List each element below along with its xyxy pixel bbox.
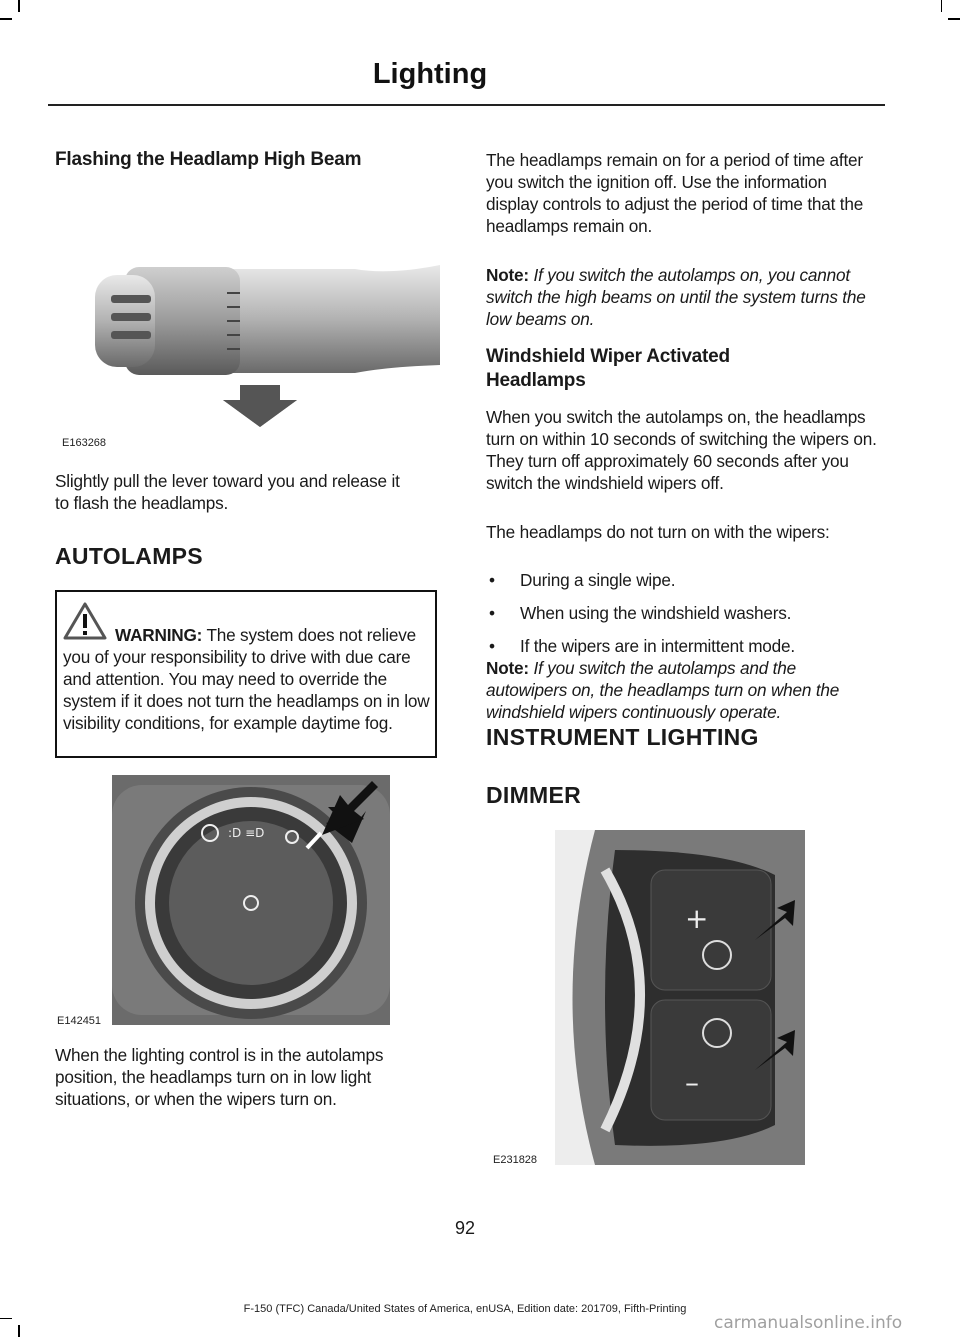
note xyxy=(486,657,881,723)
edition-info: F-150 (TFC) Canada/United States of America, enUSA, Edition date: 201709, Fifth-Printing xyxy=(243,1303,687,1315)
list-item-text: If the wipers are in intermittent mode. xyxy=(520,636,795,656)
figure-dimmer-controls xyxy=(555,830,805,1165)
figure-headlamp-switch xyxy=(112,775,390,1025)
heading-wiper-activated-headlamps: Windshield Wiper Activated Headlamps xyxy=(486,346,730,391)
crop-mark xyxy=(0,1318,12,1320)
page-title: Lighting xyxy=(372,58,488,90)
section-heading-autolamps: AUTOLAMPS xyxy=(55,543,203,569)
bullet-marker: • xyxy=(489,636,495,656)
dimmer-illustration xyxy=(555,830,805,1165)
section-heading-instrument-lighting: INSTRUMENT LIGHTING xyxy=(486,724,759,750)
paragraph: When you switch the autolamps on, the headlamps turn on within 10 seconds of switching the wipers on. They turn off approximately 60 seconds after you switch the windshield wipers off. xyxy=(486,407,877,493)
crop-mark xyxy=(18,0,20,12)
heading-flashing-high-beam: Flashing the Headlamp High Beam xyxy=(55,149,362,170)
lever-pull-illustration xyxy=(55,255,440,455)
list-item xyxy=(486,569,881,591)
figure-lever-illustration xyxy=(55,255,440,455)
warning-box xyxy=(55,590,437,758)
figure-code: E163268 xyxy=(62,437,107,449)
header-divider xyxy=(48,104,885,106)
bullet-marker: • xyxy=(489,603,495,623)
svg-text::D ≡D: :D ≡D xyxy=(228,826,265,840)
list-item xyxy=(486,635,881,657)
note-text: If you switch the autolamps on, you cannot switch the high beams on until the system turns the low beams on. xyxy=(486,265,866,329)
figure-code: E142451 xyxy=(57,1015,102,1027)
paragraph: Slightly pull the lever toward you and release it to flash the headlamps. xyxy=(55,471,400,513)
bullet-marker: • xyxy=(489,570,495,590)
note xyxy=(486,264,881,330)
note-text: If you switch the autolamps and the autowipers on, the headlamps turn on when the windshield wipers continuously operate. xyxy=(486,658,840,722)
minus-label: – xyxy=(685,1066,699,1099)
paragraph: When the lighting control is in the autolamps position, the headlamps turn on in low light situations, or when the wipers turn on. xyxy=(55,1045,384,1109)
paragraph: The headlamps remain on for a period of time after you switch the ignition off. Use the information display controls to adjust the period of time that the headlamps remain on. xyxy=(486,150,864,236)
arrow-pointer-icon xyxy=(312,775,382,845)
watermark-text xyxy=(714,1312,954,1332)
paragraph: The headlamps do not turn on with the wipers: xyxy=(486,522,830,542)
svg-text:carmanualsonline.info: carmanualsonline.info xyxy=(714,1313,903,1332)
warning-text xyxy=(63,624,439,734)
warning-label: WARNING: xyxy=(115,625,203,645)
crop-mark xyxy=(941,0,943,12)
crop-mark xyxy=(948,18,960,20)
crop-mark xyxy=(18,1325,20,1337)
list-item xyxy=(486,602,881,624)
figure-code: E231828 xyxy=(493,1154,538,1166)
list-item-text: When using the windshield washers. xyxy=(520,603,792,623)
note-label: Note: xyxy=(486,658,529,678)
watermark xyxy=(714,1312,954,1337)
note-label: Note: xyxy=(486,265,529,285)
list-item-text: During a single wipe. xyxy=(520,570,676,590)
section-heading-dimmer: DIMMER xyxy=(486,782,582,808)
page-number: 92 xyxy=(454,1218,476,1238)
warning-body: The system does not relieve you of your responsibility to drive with due care and attention. You may need to override the system if it does not turn the headlamps on in low visibility conditions, for example daytime fog. xyxy=(63,625,430,733)
crop-mark xyxy=(0,18,12,20)
plus-label: + xyxy=(685,902,709,935)
bullet-list xyxy=(486,569,881,668)
